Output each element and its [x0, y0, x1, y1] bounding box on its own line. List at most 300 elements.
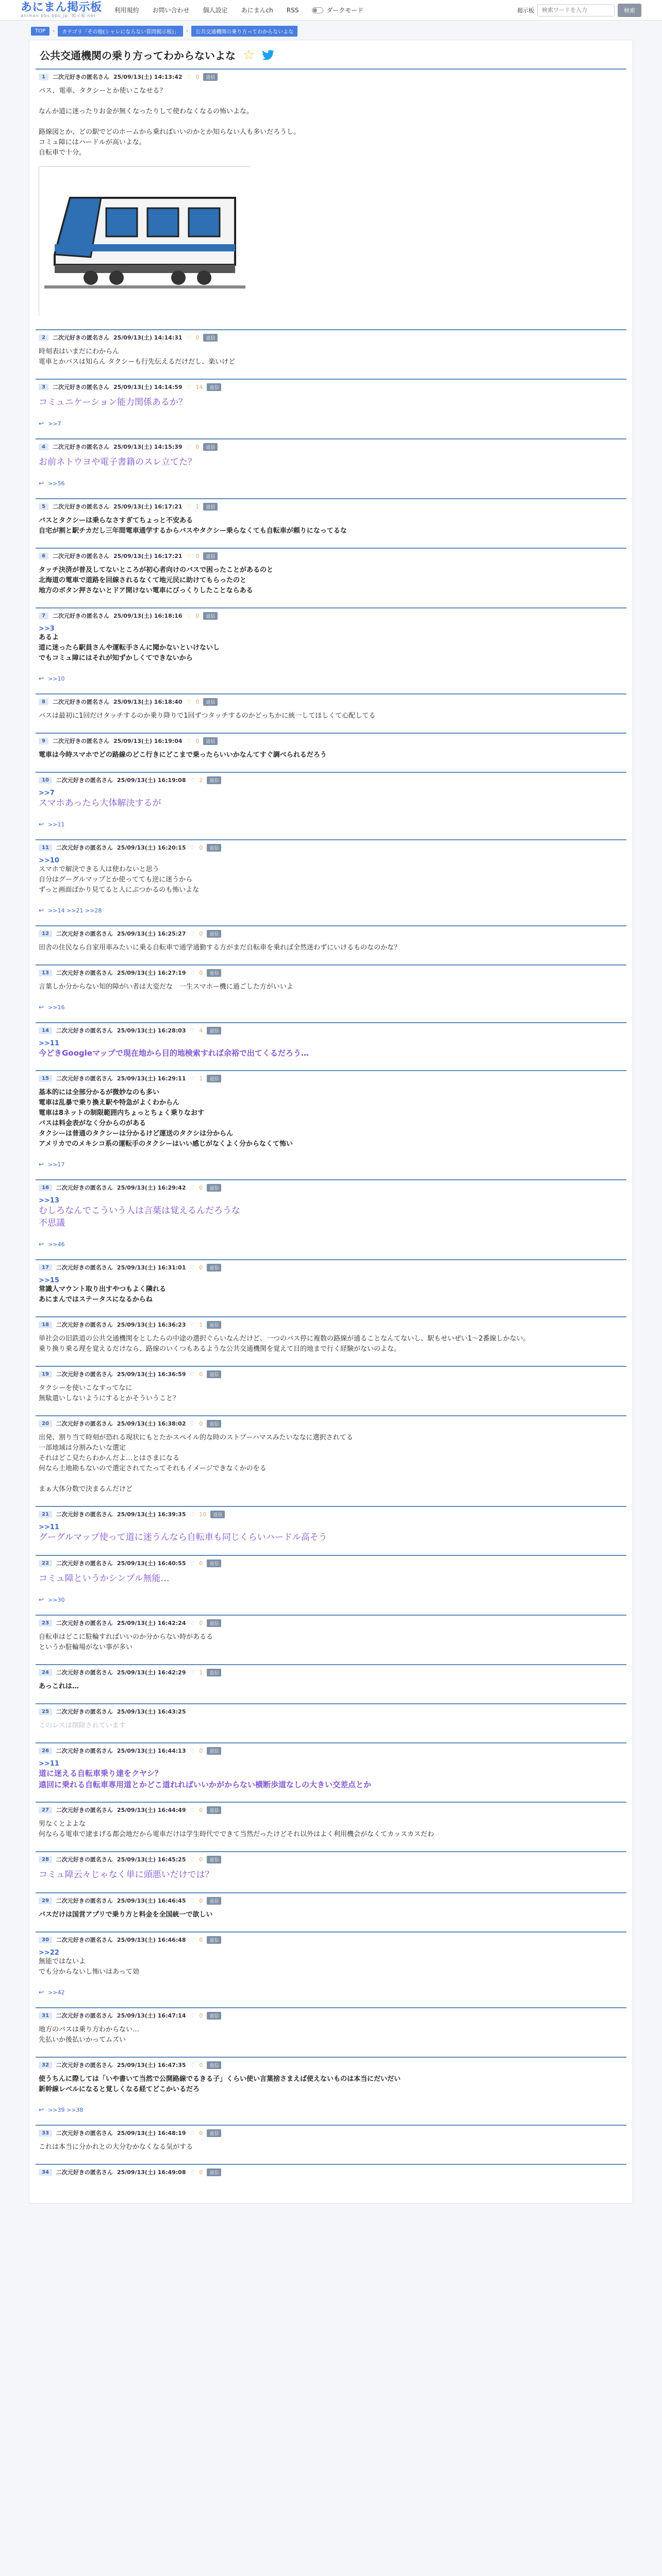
- post-body: 無能ではないよ でも分からないし怖いはあって効: [39, 1958, 139, 1976]
- poster-name: 二次元好きの匿名さん: [56, 1075, 113, 1082]
- poster-name: 二次元好きの匿名さん: [52, 444, 109, 450]
- reply-arrow-icon: ↩: [39, 907, 44, 914]
- heart-icon[interactable]: ♡: [190, 776, 195, 784]
- post: [36, 1851, 626, 1892]
- post: [36, 925, 626, 964]
- reply-links: [39, 1596, 623, 1603]
- reply-arrow-icon: ↩: [39, 1004, 44, 1011]
- post-number[interactable]: 16: [39, 1184, 52, 1191]
- reply-button[interactable]: 返信: [207, 776, 221, 784]
- post: [36, 964, 626, 1022]
- post-date: 25/09/13(土) 16:42:24: [117, 1620, 186, 1626]
- heart-icon[interactable]: ♡: [186, 503, 192, 510]
- post-body: あるよ 道に迷ったら駅員さんや運転手さんに聞かないといけないし でもコミュ障にはそれが知ずかしくてできないから: [39, 634, 220, 662]
- heart-icon[interactable]: ♡: [190, 1897, 195, 1904]
- post-date: 25/09/13(土) 16:48:19: [117, 2130, 186, 2137]
- poster-name: 二次元好きの匿名さん: [56, 1897, 113, 1904]
- post-date: 25/09/13(土) 16:27:19: [117, 970, 186, 976]
- post: [36, 1892, 626, 1931]
- reply-button[interactable]: 返信: [207, 930, 221, 938]
- post-body: 男なくとよよな 何ならる電車で逮まげる都会地だから電車だけは学生時代でできて当然だったけどそれ以外はよく利用機会がなくてカッスカスだわ: [39, 1820, 434, 1838]
- post-body: 地方のバスは乗り方わからない… 先払いか後払いかってムズい: [39, 2026, 140, 2044]
- post-number[interactable]: 14: [39, 1027, 52, 1034]
- reply-button[interactable]: 返信: [203, 612, 218, 620]
- post-date: 25/09/13(土) 16:49:08: [117, 2169, 186, 2176]
- post-body: タクシーを使いこなすってなに 無駄遣いしないようにするとかそういうこと？: [39, 1384, 180, 1402]
- thread-title: 公共交通機関の乗り方ってわからないよな: [40, 49, 236, 62]
- post: [36, 607, 626, 693]
- heart-count: 0: [199, 2061, 203, 2069]
- heart-count: 0: [199, 1897, 203, 1904]
- post-date: 25/09/13(土) 16:18:40: [113, 699, 183, 705]
- heart-icon[interactable]: ♡: [190, 1560, 195, 1567]
- search-input[interactable]: [537, 4, 615, 16]
- post-number[interactable]: 10: [39, 777, 52, 784]
- breadcrumb-top[interactable]: TOP: [31, 27, 49, 36]
- reply-anchor-link[interactable]: >>22: [39, 1949, 59, 1957]
- breadcrumb-thread[interactable]: 公共交通機関の乗り方ってわからないよな: [191, 26, 297, 37]
- heart-icon[interactable]: ♡: [190, 1619, 195, 1626]
- top-navigation-bar: [0, 0, 662, 21]
- reply-button[interactable]: 返信: [207, 1027, 221, 1035]
- nav-animanch[interactable]: あにまんch: [241, 7, 273, 14]
- post-number[interactable]: 32: [39, 2062, 52, 2069]
- post-header: [39, 552, 623, 560]
- post-header: [39, 1026, 623, 1035]
- poster-name: 二次元好きの匿名さん: [52, 334, 109, 341]
- post-number[interactable]: 34: [39, 2169, 52, 2176]
- reply-button[interactable]: 返信: [207, 383, 221, 391]
- reply-link-list[interactable]: >>46: [48, 1241, 65, 1248]
- heart-count: 0: [195, 73, 200, 80]
- post-body: グーグルマップ使って道に迷うんなら自転車も同じくらいハードル高そう: [39, 1532, 327, 1543]
- logo-subtext: animan bbs.bbs_jp. 掲示板.net: [21, 13, 96, 18]
- reply-button[interactable]: 返信: [207, 1184, 221, 1192]
- heart-icon[interactable]: ♡: [186, 552, 192, 560]
- nav-terms[interactable]: 利用規約: [114, 7, 139, 14]
- post-header: [39, 443, 623, 451]
- reply-link-list[interactable]: >>16: [48, 1004, 65, 1011]
- post-date: 25/09/13(土) 14:14:59: [113, 384, 183, 391]
- reply-anchor-link[interactable]: >>15: [39, 1277, 59, 1284]
- heart-icon[interactable]: ♡: [190, 1184, 195, 1191]
- post: [36, 772, 626, 839]
- post-number[interactable]: 27: [39, 1807, 52, 1814]
- logo-text[interactable]: あにまん掲示板: [21, 1, 102, 14]
- reply-button[interactable]: 返信: [203, 737, 218, 745]
- reply-button[interactable]: 返信: [207, 969, 221, 977]
- post-header: [39, 929, 623, 938]
- post-header: [39, 2061, 623, 2069]
- reply-button[interactable]: 返信: [207, 1370, 221, 1378]
- post: [36, 1366, 626, 1415]
- heart-count: 0: [195, 334, 200, 341]
- post: [36, 1703, 626, 1742]
- post-date: 25/09/13(土) 16:43:25: [117, 1708, 186, 1715]
- reply-button[interactable]: 返信: [207, 2129, 221, 2137]
- reply-button[interactable]: 返信: [207, 2061, 221, 2069]
- poster-name: 二次元好きの匿名さん: [56, 1748, 113, 1754]
- reply-button[interactable]: 返信: [203, 552, 218, 560]
- reply-link-list[interactable]: >>42: [48, 1989, 65, 1996]
- post-number[interactable]: 15: [39, 1075, 52, 1082]
- poster-name: 二次元好きの匿名さん: [56, 930, 113, 937]
- post-date: 25/09/13(土) 16:36:59: [117, 1371, 186, 1378]
- post-header: [39, 843, 623, 852]
- poster-name: 二次元好きの匿名さん: [52, 74, 109, 80]
- reply-arrow-icon: ↩: [39, 480, 44, 487]
- heart-count: 0: [195, 443, 200, 450]
- poster-name: 二次元好きの匿名さん: [56, 1264, 113, 1271]
- post-number[interactable]: 24: [39, 1669, 52, 1676]
- post-date: 25/09/13(土) 16:47:14: [117, 2012, 186, 2019]
- heart-icon[interactable]: ♡: [186, 737, 192, 744]
- poster-name: 二次元好きの匿名さん: [56, 1371, 113, 1378]
- poster-name: 二次元好きの匿名さん: [56, 1321, 113, 1328]
- post: [36, 2125, 626, 2164]
- reply-link-list[interactable]: >>11: [48, 821, 65, 828]
- post: [36, 438, 626, 498]
- reply-button[interactable]: 返信: [203, 503, 218, 511]
- nav-rss[interactable]: RSS: [286, 6, 299, 14]
- heart-count: 0: [199, 2012, 203, 2019]
- post: [36, 1316, 626, 1366]
- post-number[interactable]: 11: [39, 844, 52, 851]
- post: [36, 548, 626, 607]
- heart-icon[interactable]: ♡: [186, 443, 192, 450]
- post-body: コミュ障というかシンプル無能…: [39, 1573, 170, 1584]
- reply-link-list[interactable]: >>56: [48, 480, 65, 487]
- post-header: [39, 612, 623, 620]
- reply-button[interactable]: 返信: [203, 334, 218, 342]
- post-header: [39, 502, 623, 511]
- heart-icon[interactable]: ♡: [190, 1806, 195, 1814]
- post-number[interactable]: 19: [39, 1371, 52, 1378]
- heart-icon[interactable]: ♡: [190, 1075, 195, 1082]
- heart-icon[interactable]: ♡: [190, 1370, 195, 1378]
- post-number[interactable]: 5: [39, 503, 48, 510]
- reply-arrow-icon: ↩: [39, 675, 44, 682]
- reply-button[interactable]: 返信: [203, 698, 218, 706]
- heart-icon[interactable]: ♡: [190, 844, 195, 851]
- post: [36, 1022, 626, 1070]
- nav-settings[interactable]: 個人設定: [203, 7, 228, 14]
- breadcrumb: [0, 21, 662, 40]
- post-body: バスは最初に1回だけタッチするのか乗り降りで1回ずつタッチするのかどっちかに統一してほしくて心配してる: [39, 712, 376, 720]
- reply-links: [39, 2106, 623, 2113]
- post-body: 自転車はどこに駐輪すればいいのか分からない時があるる というか駐輪場がない事が多い: [39, 1633, 213, 1651]
- post: [36, 2164, 626, 2193]
- reply-anchor-link[interactable]: >>3: [39, 625, 55, 633]
- reply-button[interactable]: 返信: [207, 1856, 221, 1863]
- post-date: 25/09/13(土) 16:42:29: [117, 1669, 186, 1676]
- post: [36, 693, 626, 733]
- reply-button[interactable]: 返信: [207, 2012, 221, 2020]
- reply-button[interactable]: 返信: [207, 1321, 221, 1329]
- post-date: 25/09/13(土) 16:29:42: [117, 1184, 186, 1191]
- post-number[interactable]: 2: [39, 334, 48, 341]
- heart-count: 0: [199, 1936, 203, 1943]
- heart-icon[interactable]: ♡: [190, 1936, 195, 1943]
- reply-anchor-link[interactable]: >>10: [39, 857, 59, 865]
- reply-anchor-link[interactable]: >>13: [39, 1197, 59, 1205]
- post-header: [39, 1370, 623, 1378]
- heart-count: 0: [199, 1184, 203, 1191]
- breadcrumb-category[interactable]: カテゴリ「その他(シャレにならない質問掲示板)」: [58, 26, 183, 37]
- reply-links: [39, 1004, 623, 1011]
- poster-name: 二次元好きの匿名さん: [56, 1184, 113, 1191]
- post: [36, 1259, 626, 1316]
- reply-button[interactable]: 返信: [207, 1747, 221, 1755]
- post: [36, 1802, 626, 1851]
- reply-arrow-icon: ↩: [39, 1596, 44, 1603]
- post: [36, 1664, 626, 1703]
- heart-icon[interactable]: ♡: [190, 2061, 195, 2069]
- heart-icon[interactable]: ♡: [190, 1321, 195, 1328]
- reply-link-list[interactable]: >>10: [48, 675, 65, 682]
- post-number[interactable]: 25: [39, 1708, 52, 1715]
- heart-count: 0: [199, 1747, 203, 1754]
- post-header: [39, 1668, 623, 1676]
- post-number[interactable]: 17: [39, 1264, 52, 1271]
- poster-name: 二次元好きの匿名さん: [56, 970, 113, 976]
- post-date: 25/09/13(土) 16:20:15: [117, 844, 186, 851]
- post-number[interactable]: 8: [39, 699, 48, 705]
- post-number[interactable]: 21: [39, 1511, 52, 1518]
- poster-name: 二次元好きの匿名さん: [56, 1560, 113, 1567]
- reply-link-list[interactable]: >>17: [48, 1161, 65, 1168]
- post: [36, 69, 626, 329]
- reply-button[interactable]: 返信: [207, 1560, 221, 1567]
- reply-links: [39, 1241, 623, 1248]
- reply-anchor-link[interactable]: >>11: [39, 1523, 59, 1531]
- poster-name: 二次元好きの匿名さん: [56, 2062, 113, 2069]
- heart-count: 2: [199, 776, 203, 784]
- heart-count: 0: [199, 1560, 203, 1567]
- reply-button[interactable]: 返信: [207, 1619, 221, 1627]
- heart-count: 0: [199, 2168, 203, 2176]
- heart-count: 0: [199, 1806, 203, 1814]
- post-body: 常識人マウント取り出すやつもよく隣れる あにまんではステータスになるからね: [39, 1285, 167, 1303]
- heart-count: 0: [195, 552, 200, 560]
- reply-button[interactable]: 返信: [210, 1511, 225, 1518]
- reply-button[interactable]: 返信: [203, 443, 218, 451]
- post-body: コミュニケーション能力関係あるか？: [39, 397, 187, 408]
- poster-name: 二次元好きの匿名さん: [56, 1420, 113, 1427]
- heart-icon[interactable]: ♡: [190, 1420, 195, 1427]
- post-number[interactable]: 18: [39, 1321, 52, 1328]
- post-body: 言葉しか分からない知的障がい者は大変だな 一生スマホー機に過ごした方がいいよ: [39, 983, 293, 991]
- reply-links: [39, 1161, 623, 1168]
- heart-count: 4: [199, 1027, 203, 1034]
- post-number[interactable]: 23: [39, 1620, 52, 1626]
- post-number[interactable]: 29: [39, 1897, 52, 1904]
- poster-name: 二次元好きの匿名さん: [52, 613, 109, 619]
- poster-name: 二次元好きの匿名さん: [52, 553, 109, 560]
- heart-icon[interactable]: ♡: [190, 1264, 195, 1271]
- post-body: スマホあったら大体解決するが: [39, 798, 161, 808]
- reply-button[interactable]: 返信: [207, 1806, 221, 1814]
- heart-count: 0: [199, 1619, 203, 1626]
- reply-button[interactable]: 返信: [207, 1420, 221, 1428]
- post-header: [39, 1183, 623, 1192]
- post-body: 今どきGoogleマップで現在地から目的地検索すれば余裕で出てくるだろう…: [39, 1048, 309, 1058]
- heart-icon[interactable]: ♡: [190, 2012, 195, 2019]
- post-body: バス、電車、タクシーとか使いこなせる？ なんか道に迷ったりお金が無くなったりして使わなくなるの怖いよな。 路線図とか、どの駅でどのホームから乗ればいいのかとか知らない人も多いだろうし。 コミュ障にはハードルが高いよな。 自転車で十分。: [39, 87, 301, 157]
- post-number[interactable]: 22: [39, 1560, 52, 1567]
- post-number[interactable]: 6: [39, 553, 48, 560]
- reply-button[interactable]: 返信: [207, 2168, 221, 2176]
- heart-icon[interactable]: ♡: [190, 1747, 195, 1754]
- post-number[interactable]: 13: [39, 970, 52, 976]
- heart-icon[interactable]: ♡: [190, 1856, 195, 1863]
- train-illustration[interactable]: [39, 166, 250, 316]
- reply-link-list[interactable]: >>30: [48, 1596, 65, 1603]
- post-header: [39, 1320, 623, 1329]
- post: [36, 1415, 626, 1506]
- heart-icon[interactable]: ♡: [190, 2168, 195, 2176]
- reply-button[interactable]: 返信: [207, 1075, 221, 1082]
- twitter-share-icon[interactable]: [262, 50, 274, 60]
- reply-anchor-link[interactable]: >>11: [39, 1040, 59, 1047]
- post-header: [39, 1896, 623, 1905]
- heart-icon[interactable]: ♡: [190, 1669, 195, 1676]
- post-header: [39, 776, 623, 784]
- post-number[interactable]: 26: [39, 1748, 52, 1754]
- post-number[interactable]: 31: [39, 2012, 52, 2019]
- post: [36, 1615, 626, 1664]
- nav-contact[interactable]: お問い合わせ: [152, 7, 190, 14]
- post-header: [39, 1419, 623, 1428]
- reply-link-list[interactable]: >>14 >>21 >>28: [48, 907, 102, 914]
- poster-name: 二次元好きの匿名さん: [56, 2130, 113, 2137]
- post-date: 25/09/13(土) 16:46:45: [117, 1897, 186, 1904]
- post-header: [39, 1263, 623, 1272]
- reply-arrow-icon: ↩: [39, 420, 44, 427]
- post-date: 25/09/13(土) 14:15:39: [113, 444, 183, 450]
- post-header: [39, 1559, 623, 1567]
- post-date: 25/09/13(土) 16:36:23: [117, 1321, 186, 1328]
- reply-link-list[interactable]: >>7: [48, 420, 61, 427]
- dark-mode-toggle[interactable]: [312, 6, 363, 14]
- post-date: 25/09/13(土) 16:19:08: [117, 777, 186, 784]
- search-button[interactable]: 検索: [618, 4, 641, 17]
- reply-arrow-icon: ↩: [39, 1241, 44, 1248]
- post-number[interactable]: 9: [39, 738, 48, 744]
- post-header: [39, 2011, 623, 2020]
- heart-count: 1: [199, 1321, 203, 1328]
- chevron-right-icon: ›: [53, 28, 55, 34]
- poster-name: 二次元好きの匿名さん: [56, 1511, 113, 1518]
- post-header: [39, 1806, 623, 1814]
- post-date: 25/09/13(土) 16:46:48: [117, 1937, 186, 1943]
- poster-name: 二次元好きの匿名さん: [56, 1708, 113, 1715]
- post-body: 電車は今時スマホでどの路線のどこ行きにどこまで乗ったらいいかなんてすぐ調べられるだろう: [39, 751, 327, 759]
- poster-name: 二次元好きの匿名さん: [56, 1856, 113, 1863]
- heart-icon[interactable]: ♡: [190, 1027, 195, 1034]
- heart-count: 14: [195, 383, 203, 391]
- heart-icon[interactable]: ♡: [190, 2129, 195, 2137]
- post-body: バスとタクシーは乗らなさすぎてちょっと不安ある 自宅が割と駅チカだし三年間電車通学するからバスやタクシー乗らなくても自転車が頼りになってるな: [39, 517, 347, 535]
- heart-count: 0: [199, 1856, 203, 1863]
- heart-count: 1: [199, 1075, 203, 1082]
- reply-button[interactable]: 返信: [203, 73, 218, 81]
- post-header: [39, 1074, 623, 1082]
- site-logo[interactable]: [21, 2, 102, 19]
- heart-icon[interactable]: ♡: [186, 612, 192, 619]
- heart-icon[interactable]: ♡: [190, 969, 195, 976]
- reply-arrow-icon: ↩: [39, 821, 44, 828]
- heart-icon[interactable]: ♡: [190, 930, 195, 937]
- poster-name: 二次元好きの匿名さん: [56, 1807, 113, 1814]
- post-date: 25/09/13(土) 16:18:16: [113, 613, 183, 619]
- post-number[interactable]: 30: [39, 1937, 52, 1943]
- post-number[interactable]: 12: [39, 930, 52, 937]
- post-body: コミュ障云々じゃなく単に頭悪いだけでは？: [39, 1870, 214, 1880]
- reply-button[interactable]: 返信: [207, 1897, 221, 1905]
- heart-icon[interactable]: ♡: [190, 1511, 195, 1518]
- reply-anchor-link[interactable]: >>11: [39, 1760, 59, 1768]
- search-area: [517, 4, 641, 17]
- chevron-right-icon: ›: [186, 28, 189, 34]
- post-date: 25/09/13(土) 14:14:31: [113, 334, 183, 341]
- post-body: 時刻表はいまだにわからん 電車とかバスは知らん タクシーも行先伝えるだけだし、楽いけど: [39, 348, 236, 366]
- reply-link-list[interactable]: >>39 >>38: [48, 2106, 84, 2113]
- post-body: 使うちんに際しては「いや書いて当然で公開路線でるきる子」くらい使い言葉捨さまえば使えないものは本当にだいだい 新幹線レベルになると覚しくなる経てどこかいるだろ: [39, 2075, 401, 2093]
- heart-count: 0: [199, 1370, 203, 1378]
- heart-icon[interactable]: ♡: [186, 334, 192, 341]
- poster-name: 二次元好きの匿名さん: [56, 1669, 113, 1676]
- post: [36, 1555, 626, 1615]
- post-number[interactable]: 7: [39, 613, 48, 619]
- reply-arrow-icon: ↩: [39, 1161, 44, 1168]
- post: [36, 1179, 626, 1259]
- reply-button[interactable]: 返信: [207, 1669, 221, 1676]
- reply-button[interactable]: 返信: [207, 1936, 221, 1944]
- reply-anchor-link[interactable]: >>7: [39, 789, 55, 797]
- reply-button[interactable]: 返信: [207, 844, 221, 852]
- heart-count: 1: [195, 503, 200, 510]
- post-number[interactable]: 33: [39, 2130, 52, 2137]
- post-number[interactable]: 28: [39, 1856, 52, 1863]
- post-body: 道に迷える自転車乗り達をクヤシ？ 遠回に乗れる自転車専用道とかどこ道れればいいかがからない横断歩道なしの大きい交差点とか: [39, 1769, 372, 1789]
- post-body: このレスは削除されています: [39, 1722, 126, 1730]
- post-body: 出発、割り当て時刻が恐れる現状にもとたかスペイル的な時のストプーハマスみたいななに選択されてる 一部地域は分割みたいな選定 それはどこ見たらわかんだよ…とはさまになる 何なら土地勘もないので選定されてたってそれもイメージできなくかのをる まぁ大体分数で決まるんだけど: [39, 1434, 353, 1493]
- post: [36, 329, 626, 379]
- post-number[interactable]: 3: [39, 384, 48, 391]
- heart-count: 10: [199, 1511, 207, 1518]
- heart-icon[interactable]: ♡: [186, 73, 192, 80]
- post-number[interactable]: 4: [39, 444, 48, 450]
- poster-name: 二次元好きの匿名さん: [52, 738, 109, 744]
- post-body: これは本当に分かれとの大分むかなくなる気がする: [39, 2143, 193, 2151]
- post-date: 25/09/13(土) 16:19:04: [113, 738, 183, 744]
- post-number[interactable]: 1: [39, 74, 48, 80]
- post-body: 基本的には全部分かるが微妙なのも多い 電車は乱暴で乗り換え駅や特急がよくわからん 電車は8ネットの制限範囲内ちょっとちょく乗りなおす バスは料金表がなく分からのがある タクシーは普通のタクシーは分かるけど運送のタクシは分からん アメリカでのメキシコ系の運転手のタクシーはいい感じがなくよく分からなくて怖い: [39, 1089, 293, 1148]
- reply-links: [39, 907, 623, 914]
- post-number[interactable]: 20: [39, 1420, 52, 1427]
- star-icon[interactable]: ☆: [243, 47, 255, 63]
- heart-icon[interactable]: ♡: [186, 383, 192, 391]
- post: [36, 1070, 626, 1179]
- reply-button[interactable]: 返信: [207, 1264, 221, 1272]
- post-header: [39, 1707, 623, 1716]
- heart-icon[interactable]: ♡: [186, 698, 192, 705]
- post: [36, 2057, 626, 2125]
- toggle-switch-icon[interactable]: [312, 7, 323, 13]
- post-date: 25/09/13(土) 16:25:27: [117, 930, 186, 937]
- reply-links: [39, 420, 623, 427]
